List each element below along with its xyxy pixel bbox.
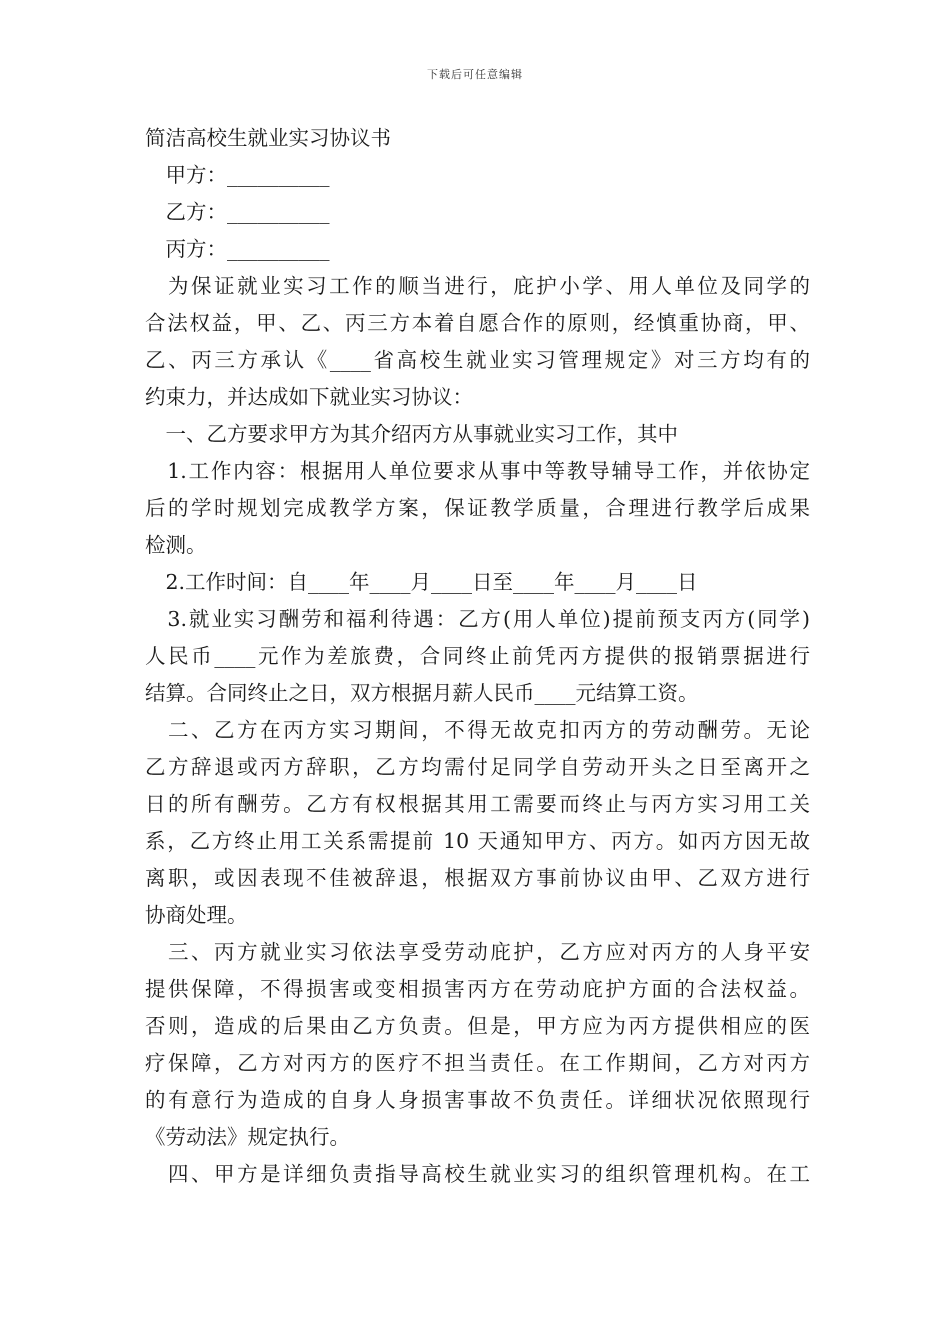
paragraph-line: 四、甲方是详细负责指导高校生就业实习的组织管理机构。在工 <box>145 1162 810 1186</box>
paragraph-line: 乙、丙三方承认《____省高校生就业实习管理规定》对三方均有的 <box>145 348 810 372</box>
party-a-line: 甲方：__________ <box>145 163 330 187</box>
paragraph-line: 2.工作时间：自____年____月____日至____年____月____日 <box>145 570 698 594</box>
paragraph-line: 的有意行为造成的自身人身损害事故不负责任。详细状况依照现行 <box>145 1088 810 1112</box>
paragraph-line: 三、丙方就业实习依法享受劳动庇护，乙方应对丙方的人身平安 <box>145 940 810 964</box>
clause-heading: 一、乙方要求甲方为其介绍丙方从事就业实习工作，其中 <box>145 422 678 446</box>
document-title: 简洁高校生就业实习协议书 <box>145 126 391 150</box>
paragraph-line: 1.工作内容：根据用人单位要求从事中等教导辅导工作，并依协定 <box>145 459 810 483</box>
paragraph-line: 提供保障，不得损害或变相损害丙方在劳动庇护方面的合法权益。 <box>145 977 810 1001</box>
paragraph-line: 《劳动法》规定执行。 <box>145 1125 350 1149</box>
header-note: 下载后可任意编辑 <box>427 68 523 81</box>
paragraph-line: 检测。 <box>145 533 207 557</box>
paragraph-line: 结算。合同终止之日，双方根据月薪人民币____元结算工资。 <box>145 681 699 705</box>
paragraph-line: 二、乙方在丙方实习期间，不得无故克扣丙方的劳动酬劳。无论 <box>145 718 810 742</box>
party-b-line: 乙方：__________ <box>145 200 330 224</box>
paragraph-line: 否则，造成的后果由乙方负责。但是，甲方应为丙方提供相应的医 <box>145 1014 810 1038</box>
paragraph-line: 离职，或因表现不佳被辞退，根据双方事前协议由甲、乙双方进行 <box>145 866 810 890</box>
paragraph-line: 合法权益，甲、乙、丙三方本着自愿合作的原则，经慎重协商，甲、 <box>145 311 810 335</box>
paragraph-line: 日的所有酬劳。乙方有权根据其用工需要而终止与丙方实习用工关 <box>145 792 810 816</box>
party-c-line: 丙方：__________ <box>145 237 330 261</box>
document-body <box>145 120 810 1193</box>
paragraph-line: 人民币____元作为差旅费，合同终止前凭丙方提供的报销票据进行 <box>145 644 810 668</box>
paragraph-line: 协商处理。 <box>145 903 248 927</box>
paragraph-line: 为保证就业实习工作的顺当进行，庇护小学、用人单位及同学的 <box>145 274 810 298</box>
paragraph-line: 约束力，并达成如下就业实习协议： <box>145 385 473 409</box>
paragraph-line: 系，乙方终止用工关系需提前 10 天通知甲方、丙方。如丙方因无故 <box>145 829 810 853</box>
paragraph-line: 3.就业实习酬劳和福利待遇：乙方(用人单位)提前预支丙方(同学) <box>145 607 810 631</box>
paragraph-line: 后的学时规划完成教学方案，保证教学质量，合理进行教学后成果 <box>145 496 810 520</box>
paragraph-line: 乙方辞退或丙方辞职，乙方均需付足同学自劳动开头之日至离开之 <box>145 755 810 779</box>
paragraph-line: 疗保障，乙方对丙方的医疗不担当责任。在工作期间，乙方对丙方 <box>145 1051 810 1075</box>
